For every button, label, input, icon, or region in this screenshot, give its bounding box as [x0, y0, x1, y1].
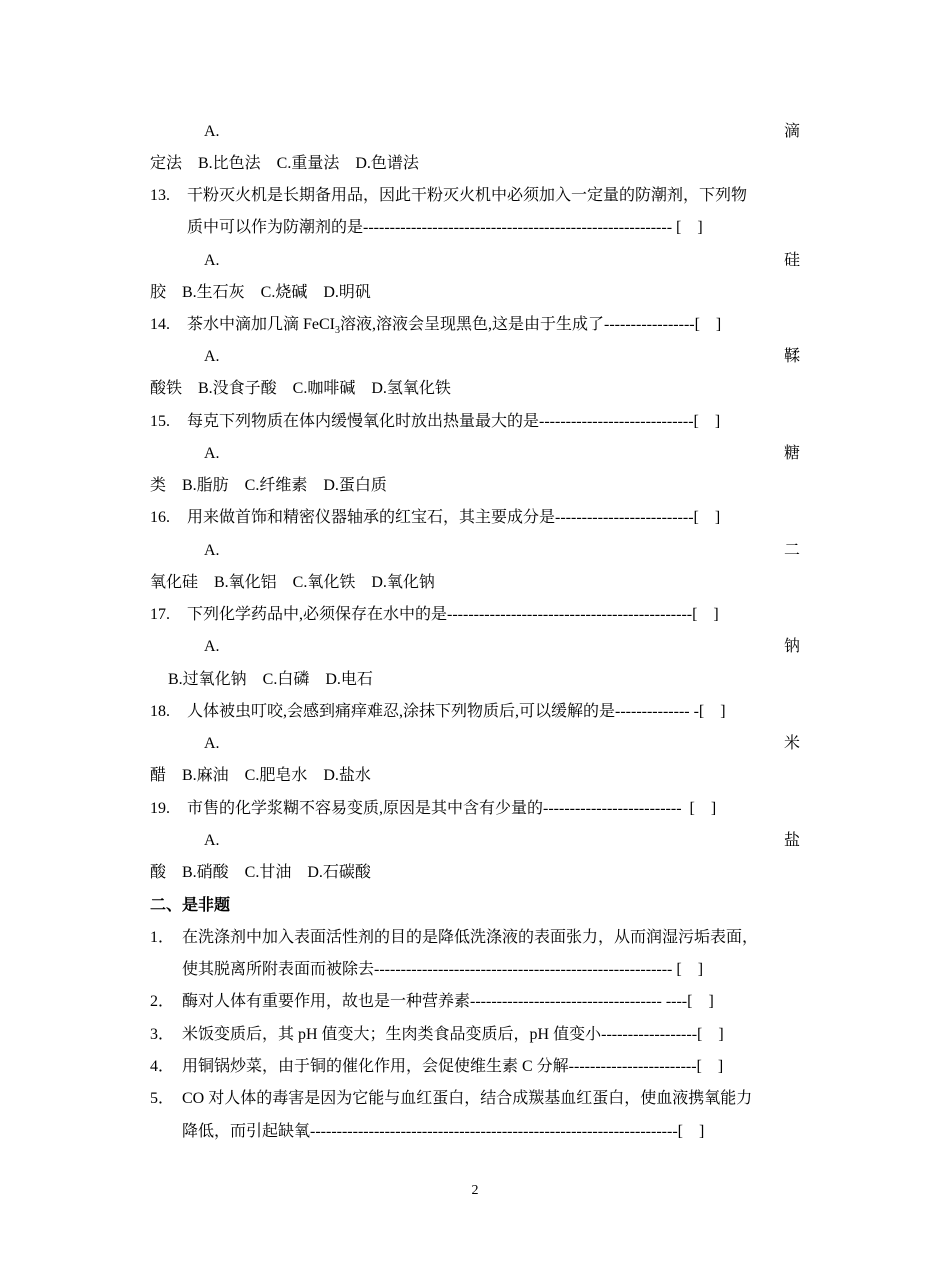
q17-options: B.过氧化钠 C.白磷 D.电石: [168, 671, 373, 688]
q13-text-line1: 干粉灭火机是长期备用品，因此干粉灭火机中必须加入一定量的防潮剂，下列物: [187, 187, 748, 204]
q14-text-post: 溶液,溶液会呈现黑色,这是由于生成了-----------------[ ]: [340, 316, 722, 333]
q13-text-line2: 质中可以作为防潮剂的是---------------------------------------------------------- [ ]: [187, 219, 703, 236]
q18-number: 18.: [150, 703, 170, 720]
tf-5-line2: 降低，而引起缺氧---------------------------------------------------------------------[ ]: [182, 1123, 705, 1140]
q18-option-a-label: A.: [204, 735, 220, 752]
tf-4-number: 4．: [150, 1058, 175, 1075]
tf-1-line1: 在洗涤剂中加入表面活性剂的目的是降低洗涤液的表面张力，从而润湿污垢表面，: [182, 929, 759, 946]
q14-text: [187, 315, 721, 335]
q15-option-a-tail: 糖: [783, 445, 800, 462]
q16-option-a-tail: 二: [783, 542, 800, 559]
tf-3-number: 3．: [150, 1026, 175, 1043]
tf-5-line1: CO 对人体的毒害是因为它能与血红蛋白，结合成羰基血红蛋白，使血液携氧能力: [182, 1090, 753, 1107]
tf-1-line2: 使其脱离所附表面而被除去-------------------------------------------------------- [ ]: [182, 961, 704, 978]
tf-4-line1: 用铜锅炒菜，由于铜的催化作用，会促使维生素 C 分解------------------------[ ]: [182, 1058, 724, 1075]
q14-number: 14.: [150, 316, 170, 333]
q19-text: 市售的化学浆糊不容易变质,原因是其中含有少量的-------------------------- [ ]: [187, 800, 717, 817]
q16-option-a-label: A.: [204, 542, 220, 559]
q15-options: 类 B.脂肪 C.纤维素 D.蛋白质: [150, 477, 387, 494]
q14-options: 酸铁 B.没食子酸 C.咖啡碱 D.氢氧化铁: [150, 380, 451, 397]
q14-subscript: 3: [335, 325, 341, 337]
q16-number: 16.: [150, 509, 170, 526]
q17-option-a-label: A.: [204, 638, 220, 655]
q13-option-a-label: A.: [204, 252, 220, 269]
tf-2-number: 2．: [150, 993, 175, 1010]
q16-options: 氧化硅 B.氧化铝 C.氧化铁 D.氧化钠: [150, 574, 435, 591]
q12-option-a-tail: 滴: [783, 123, 800, 140]
tf-1-number: 1．: [150, 929, 175, 946]
q13-option-a-tail: 硅: [783, 252, 800, 269]
q12-options: 定法 B.比色法 C.重量法 D.色谱法: [150, 155, 419, 172]
q14-text-pre: 茶水中滴加几滴 FeCI: [187, 316, 336, 333]
q16-text: 用来做首饰和精密仪器轴承的红宝石，其主要成分是--------------------------[ ]: [187, 509, 721, 526]
q19-number: 19.: [150, 800, 170, 817]
q12-option-a-label: A.: [204, 123, 220, 140]
q15-number: 15.: [150, 413, 170, 430]
q13-number: 13.: [150, 187, 170, 204]
q15-text: 每克下列物质在体内缓慢氧化时放出热量最大的是-----------------------------[ ]: [187, 413, 721, 430]
q19-option-a-label: A.: [204, 832, 220, 849]
page-number: 2: [471, 1183, 479, 1198]
q17-number: 17.: [150, 606, 170, 623]
q15-option-a-label: A.: [204, 445, 220, 462]
q13-options: 胶 B.生石灰 C.烧碱 D.明矾: [150, 284, 371, 301]
q18-options: 醋 B.麻油 C.肥皂水 D.盐水: [150, 767, 371, 784]
section-title: 二、是非题: [150, 897, 231, 914]
q14-option-a-tail: 鞣: [783, 348, 800, 365]
q17-text: 下列化学药品中,必须保存在水中的是----------------------------------------------[ ]: [187, 606, 719, 623]
tf-3-line1: 米饭变质后，其 pH 值变大；生肉类食品变质后，pH 值变小------------------[ ]: [182, 1026, 724, 1043]
tf-2-line1: 酶对人体有重要作用，故也是一种营养素------------------------------------ ----[ ]: [182, 993, 714, 1010]
q19-option-a-tail: 盐: [783, 832, 800, 849]
tf-5-number: 5．: [150, 1090, 175, 1107]
q18-text: 人体被虫叮咬,会感到痛痒难忍,涂抹下列物质后,可以缓解的是-------------- -[ ]: [187, 703, 726, 720]
q19-options: 酸 B.硝酸 C.甘油 D.石碳酸: [150, 864, 371, 881]
q14-option-a-label: A.: [204, 348, 220, 365]
q18-option-a-tail: 米: [783, 735, 800, 752]
q17-option-a-tail: 钠: [783, 638, 800, 655]
